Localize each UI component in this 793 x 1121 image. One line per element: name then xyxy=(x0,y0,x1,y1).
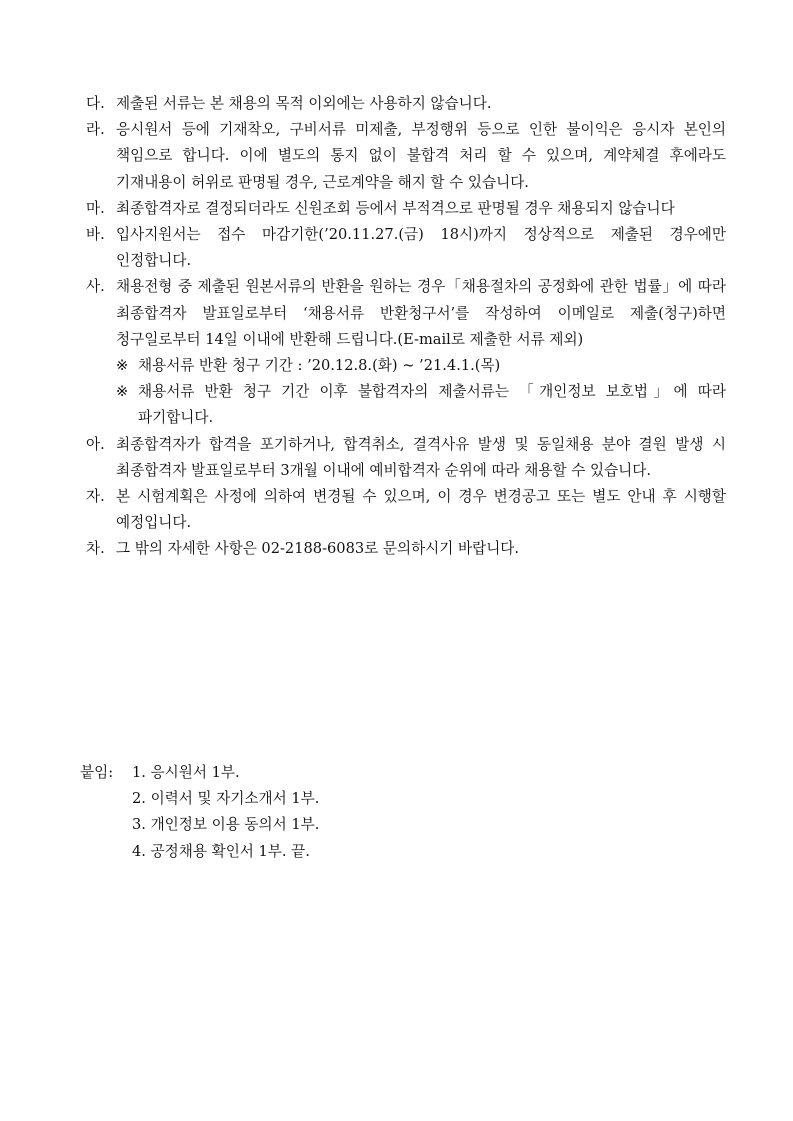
list-item xyxy=(86,196,726,222)
attachment-item: 1. 응시원서 1부. xyxy=(132,764,240,781)
list-item xyxy=(86,117,726,196)
attachment-item: 2. 이력서 및 자기소개서 1부. xyxy=(132,790,320,808)
item-text: 입사지원서는 접수 마감기한(’20.11.27.(금) 18시)까지 정상적으로 제출된 경우에만 인정합니다. xyxy=(116,226,726,270)
notice-items xyxy=(86,91,726,563)
attachment-item: 4. 공정채용 확인서 1부. 끝. xyxy=(132,842,310,860)
note-text: 채용서류 반환 청구 기간 이후 불합격자의 제출서류는 「개인정보 보호법」에 따라 파기합니다. xyxy=(138,383,726,427)
item-marker: 라. xyxy=(86,121,105,139)
note-line xyxy=(116,379,726,431)
item-marker: 바. xyxy=(86,226,105,244)
list-item xyxy=(86,484,726,536)
item-text: 그 밖의 자세한 사항은 02-2188-6083로 문의하시기 바랍니다. xyxy=(116,540,520,558)
item-text: 본 시험계획은 사정에 의하여 변경될 수 있으며, 이 경우 변경공고 또는 별도 안내 후 시행할 예정입니다. xyxy=(116,488,726,532)
attachments-section xyxy=(80,760,580,865)
attachments-list xyxy=(80,760,580,865)
item-marker: 사. xyxy=(86,278,105,296)
attachment-item: 3. 개인정보 이용 동의서 1부. xyxy=(132,816,320,834)
item-marker: 다. xyxy=(86,95,105,112)
item-text: 채용전형 중 제출된 원본서류의 반환을 원하는 경우「채용절차의 공정화에 관한 법률」에 따라 최종합격자 발표일로부터 ‘채용서류 반환청구서’를 작성하여 이메일로 제출(청구)하면 청구일로부터 14일 이내에 반환해 드립니다.(E-mail로 제출한 서류 제외) xyxy=(116,278,726,348)
list-item xyxy=(86,536,726,562)
item-marker: 자. xyxy=(86,488,105,506)
item-text: 최종합격자로 결정되더라도 신원조회 등에서 부적격으로 판명될 경우 채용되지 않습니다 xyxy=(116,199,675,217)
list-item xyxy=(86,222,726,274)
attachments-label: 붙임: xyxy=(80,764,114,781)
item-text: 응시원서 등에 기재착오, 구비서류 미제출, 부정행위 등으로 인한 불이익은 응시자 본인의 책임으로 합니다. 이에 별도의 통지 없이 불합격 처리 할 수 있으며, 계약체결 후에라도 기재내용이 허위로 판명될 경우, 근로계약을 해지 할 수 있습니다. xyxy=(116,121,726,191)
list-item xyxy=(86,274,726,431)
note-mark: ※ xyxy=(116,357,129,375)
note-text: 채용서류 반환 청구 기간 : ’20.12.8.(화) ~ ’21.4.1.(목) xyxy=(138,357,501,375)
item-text: 제출된 서류는 본 채용의 목적 이외에는 사용하지 않습니다. xyxy=(116,95,492,112)
list-item xyxy=(86,432,726,484)
item-marker: 차. xyxy=(86,540,105,558)
item-text: 최종합격자가 합격을 포기하거나, 합격취소, 결격사유 발생 및 동일채용 분야 결원 발생 시 최종합격자 발표일로부터 3개월 이내에 예비합격자 순위에 따라 채용할 수 있습니다. xyxy=(116,435,726,479)
note-mark: ※ xyxy=(116,383,129,401)
item-marker: 아. xyxy=(86,435,105,453)
note-line xyxy=(116,353,726,379)
list-item xyxy=(86,91,726,117)
item-marker: 마. xyxy=(86,199,105,217)
